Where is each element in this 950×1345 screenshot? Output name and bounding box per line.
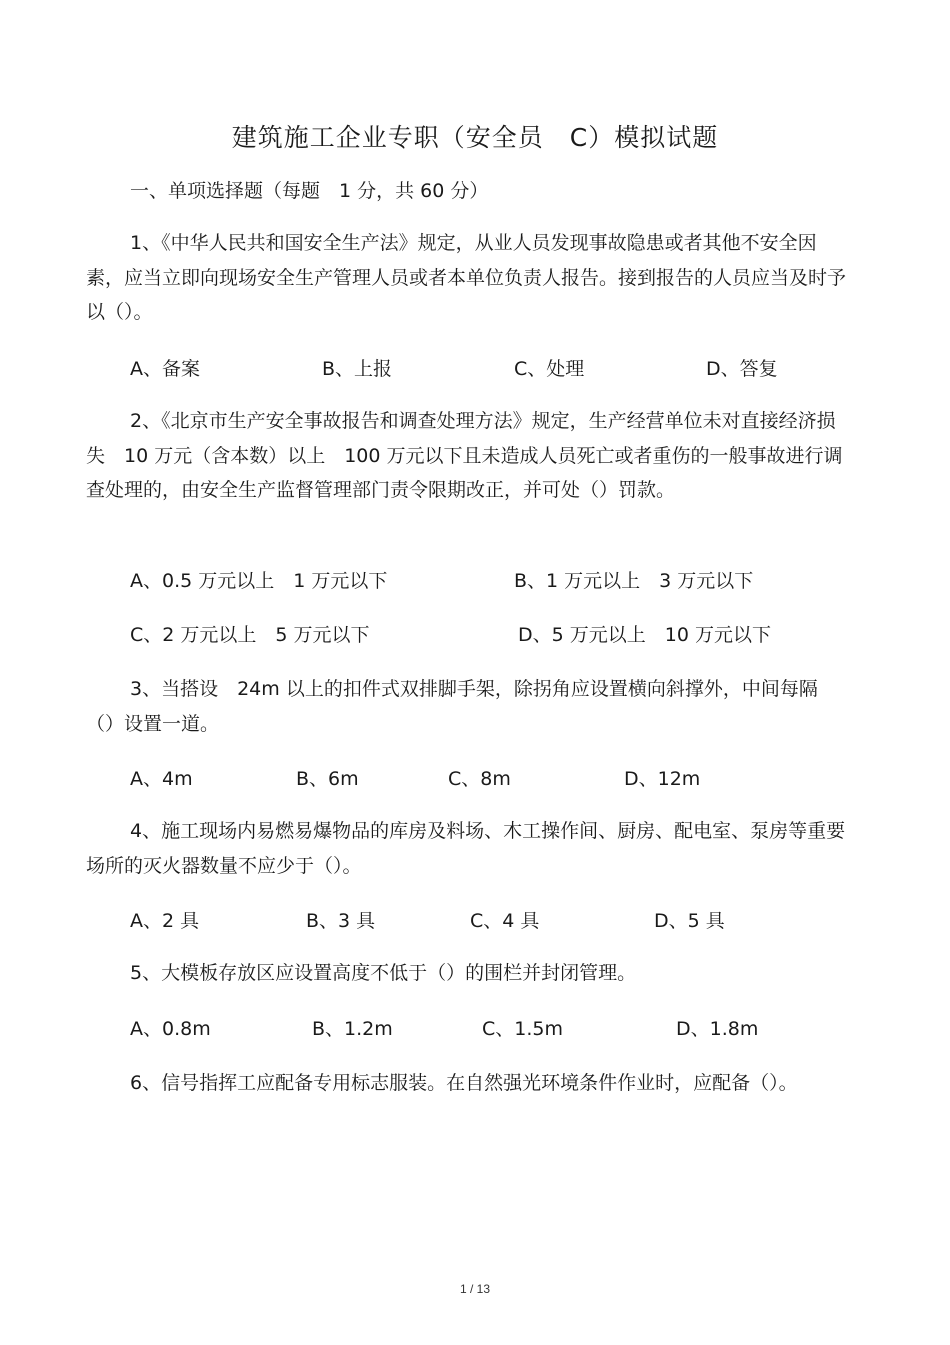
option-b: B、1.2m [312, 1018, 393, 1040]
section-heading: 一、单项选择题（每题 1 分，共 60 分） [130, 180, 489, 202]
option-c: C、4 具 [470, 910, 540, 932]
option-c: C、8m [448, 768, 511, 790]
option-a: A、0.5 万元以上 1 万元以下 [130, 570, 388, 592]
page-number: 1 / 13 [459, 1282, 491, 1296]
option-d: D、12m [624, 768, 701, 790]
option-c: C、处理 [514, 358, 585, 380]
page-title: 建筑施工企业专职（安全员 C）模拟试题 [231, 123, 719, 152]
question-6-text: 6、信号指挥工应配备专用标志服装。在自然强光环境条件作业时，应配备（）。 [130, 1072, 798, 1094]
option-d: D、5 具 [654, 910, 725, 932]
option-c: C、2 万元以上 5 万元以下 [130, 624, 370, 646]
option-d: D、5 万元以上 10 万元以下 [518, 624, 771, 646]
question-3-text: 3、当搭设 24m 以上的扣件式双排脚手架，除拐角应设置横向斜撑外，中间每隔（）设置一道。 [86, 678, 818, 735]
question-2-options-row-1 [130, 566, 850, 596]
question-4-options [130, 906, 850, 936]
option-b: B、1 万元以上 3 万元以下 [514, 570, 754, 592]
question-5-text: 5、大模板存放区应设置高度不低于（）的围栏并封闭管理。 [130, 962, 637, 984]
option-c: C、1.5m [482, 1018, 563, 1040]
question-3-options [130, 764, 850, 794]
question-2-text: 2、《北京市生产安全事故报告和调查处理方法》规定，生产经营单位未对直接经济损失 10 万元（含本数）以上 100 万元以下且未造成人员死亡或者重伤的一般事故进行调查处理的，由安全生产监督管理部门责令限期改正，并可处（）罚款。 [86, 410, 843, 501]
question-1-options [130, 354, 850, 384]
option-a: A、0.8m [130, 1018, 211, 1040]
option-b: B、6m [296, 768, 359, 790]
option-a: A、4m [130, 768, 193, 790]
option-d: D、答复 [706, 358, 778, 380]
question-1-text: 1、《中华人民共和国安全生产法》规定，从业人员发现事故隐患或者其他不安全因素，应当立即向现场安全生产管理人员或者本单位负责人报告。接到报告的人员应当及时予以（）。 [86, 232, 847, 323]
option-a: A、2 具 [130, 910, 200, 932]
option-b: B、3 具 [306, 910, 376, 932]
option-d: D、1.8m [676, 1018, 759, 1040]
question-4-text: 4、施工现场内易燃易爆物品的库房及料场、木工操作间、厨房、配电室、泵房等重要场所的灭火器数量不应少于（）。 [86, 820, 846, 877]
question-2-options-row-2 [130, 620, 850, 650]
option-a: A、备案 [130, 358, 200, 380]
question-5-options [130, 1014, 850, 1044]
option-b: B、上报 [322, 358, 393, 380]
